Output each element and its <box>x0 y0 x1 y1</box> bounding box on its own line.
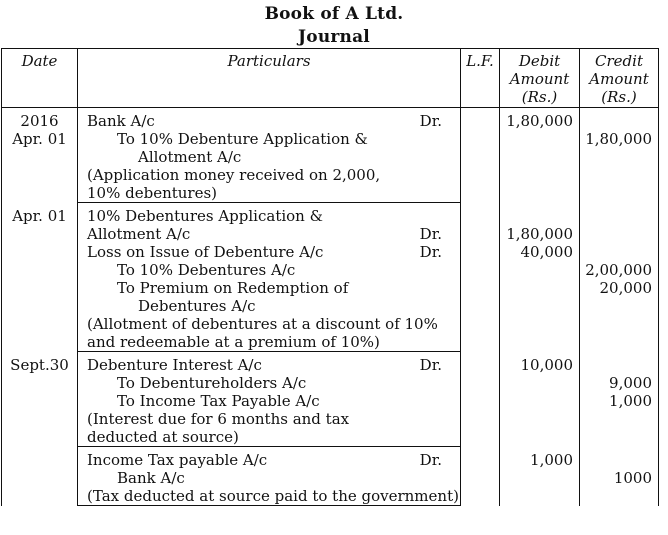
debit-marker: Dr. <box>419 225 442 243</box>
debit-amount <box>500 297 579 315</box>
particulars-text: Debentures A/c <box>138 297 256 315</box>
debit-amount: 40,000 <box>520 242 573 261</box>
credit-amount <box>580 315 658 333</box>
credit-amount: 1,000 <box>609 391 652 410</box>
particulars-text: Income Tax payable A/c <box>87 451 268 469</box>
debit-amount <box>500 469 579 487</box>
header-debit: Debit Amount (Rs.) <box>500 49 580 108</box>
entry-particulars-cell <box>78 447 461 506</box>
particulars-line <box>78 184 460 202</box>
entry-credit-cell <box>580 203 659 352</box>
particulars-line <box>78 315 460 333</box>
entry-date-cell <box>2 447 78 506</box>
entry-date-cell <box>2 108 78 203</box>
debit-amount <box>500 166 579 184</box>
particulars-line <box>78 392 460 410</box>
entry-date: Apr. 01 <box>12 130 67 148</box>
particulars-text: To Premium on Redemption of <box>117 279 349 297</box>
particulars-line <box>78 225 460 243</box>
entry-date: Apr. 01 <box>12 206 67 225</box>
credit-amount <box>580 243 658 261</box>
particulars-line <box>78 279 460 297</box>
particulars-text: Bank A/c <box>117 469 185 487</box>
entry-lf-cell <box>461 352 500 447</box>
credit-amount <box>580 487 658 505</box>
entry-particulars-cell <box>78 108 461 203</box>
particulars-line <box>78 410 460 428</box>
debit-amount <box>500 279 579 297</box>
particulars-text: To 10% Debentures A/c <box>117 261 296 279</box>
book-title: Book of A Ltd. <box>264 4 404 24</box>
journal-entry <box>2 352 659 447</box>
credit-amount <box>580 451 658 469</box>
particulars-line <box>78 333 460 351</box>
entry-date: Sept.30 <box>10 355 69 374</box>
debit-amount: 10,000 <box>520 355 573 374</box>
credit-amount <box>580 333 658 351</box>
header-particulars: Particulars <box>78 49 461 108</box>
credit-amount <box>580 410 658 428</box>
debit-amount <box>500 315 579 333</box>
particulars-line <box>78 428 460 446</box>
debit-marker: Dr. <box>419 356 442 374</box>
entry-debit-cell <box>500 203 580 352</box>
particulars-line <box>78 469 460 487</box>
debit-amount <box>500 410 579 428</box>
entry-credit-cell <box>580 447 659 506</box>
particulars-line <box>78 451 460 469</box>
journal-entry <box>2 203 659 352</box>
particulars-line <box>78 130 460 148</box>
header-date: Date <box>2 49 78 108</box>
credit-amount: 20,000 <box>599 278 652 297</box>
debit-amount <box>500 184 579 202</box>
entry-particulars-cell <box>78 352 461 447</box>
particulars-text: Loss on Issue of Debenture A/c <box>87 243 324 261</box>
debit-amount: 1,80,000 <box>506 112 573 130</box>
debit-amount <box>500 207 579 225</box>
credit-amount: 1,80,000 <box>585 130 652 148</box>
entry-date-cell <box>2 203 78 352</box>
credit-amount <box>580 356 658 374</box>
entry-date-cell <box>2 352 78 447</box>
credit-amount: 9,000 <box>609 373 652 392</box>
particulars-line <box>78 112 460 130</box>
particulars-line <box>78 207 460 225</box>
entry-lf-cell <box>461 203 500 352</box>
entry-credit-cell <box>580 108 659 203</box>
entry-credit-cell <box>580 352 659 447</box>
debit-amount <box>500 392 579 410</box>
debit-amount: 1,80,000 <box>506 224 573 243</box>
credit-amount <box>580 225 658 243</box>
journal-table <box>1 48 659 506</box>
particulars-text: deducted at source) <box>87 428 239 446</box>
credit-amount: 2,00,000 <box>585 260 652 279</box>
debit-amount <box>500 261 579 279</box>
particulars-line <box>78 148 460 166</box>
particulars-line <box>78 261 460 279</box>
particulars-text: (Application money received on 2,000, <box>87 166 381 184</box>
particulars-line <box>78 166 460 184</box>
entry-debit-cell <box>500 352 580 447</box>
debit-amount <box>500 130 579 148</box>
particulars-line <box>78 487 460 505</box>
particulars-text: (Allotment of debentures at a discount of 10% <box>87 315 438 333</box>
particulars-text: To 10% Debenture Application & <box>117 130 368 148</box>
entry-particulars-cell <box>78 203 461 352</box>
entry-date: 2016 <box>20 112 59 130</box>
debit-marker: Dr. <box>419 451 442 469</box>
journal-entry <box>2 108 659 203</box>
journal-title: Journal <box>298 27 370 47</box>
entry-lf-cell <box>461 108 500 203</box>
particulars-text: Allotment A/c <box>138 148 242 166</box>
particulars-text: Debenture Interest A/c <box>87 356 262 374</box>
particulars-text: and redeemable at a premium of 10%) <box>87 333 380 351</box>
particulars-text: To Income Tax Payable A/c <box>117 392 320 410</box>
debit-amount <box>500 428 579 446</box>
particulars-text: 10% debentures) <box>87 184 218 202</box>
particulars-text: (Interest due for 6 months and tax <box>87 410 350 428</box>
particulars-line <box>78 243 460 261</box>
particulars-text: Allotment A/c <box>87 225 191 243</box>
debit-amount <box>500 148 579 166</box>
credit-amount <box>580 184 658 202</box>
debit-amount: 1,000 <box>530 450 573 469</box>
credit-amount <box>580 297 658 315</box>
debit-amount <box>500 333 579 351</box>
entry-debit-cell <box>500 108 580 203</box>
header-lf: L.F. <box>461 49 500 108</box>
entry-lf-cell <box>461 447 500 506</box>
debit-marker: Dr. <box>419 112 442 130</box>
debit-amount <box>500 487 579 505</box>
credit-amount <box>580 148 658 166</box>
debit-marker: Dr. <box>419 243 442 261</box>
journal-entry <box>2 447 659 506</box>
particulars-line <box>78 374 460 392</box>
credit-amount <box>580 112 658 130</box>
particulars-line <box>78 356 460 374</box>
credit-amount <box>580 428 658 446</box>
credit-amount <box>580 166 658 184</box>
particulars-text: To Debentureholders A/c <box>117 374 307 392</box>
particulars-text: 10% Debentures Application & <box>87 207 323 225</box>
particulars-text: (Tax deducted at source paid to the government) <box>87 487 459 505</box>
header-credit: Credit Amount (Rs.) <box>580 49 659 108</box>
credit-amount: 1000 <box>613 468 652 487</box>
debit-amount <box>500 374 579 392</box>
particulars-text: Bank A/c <box>87 112 155 130</box>
credit-amount <box>580 207 658 225</box>
entry-debit-cell <box>500 447 580 506</box>
header-row <box>2 49 659 108</box>
particulars-line <box>78 297 460 315</box>
